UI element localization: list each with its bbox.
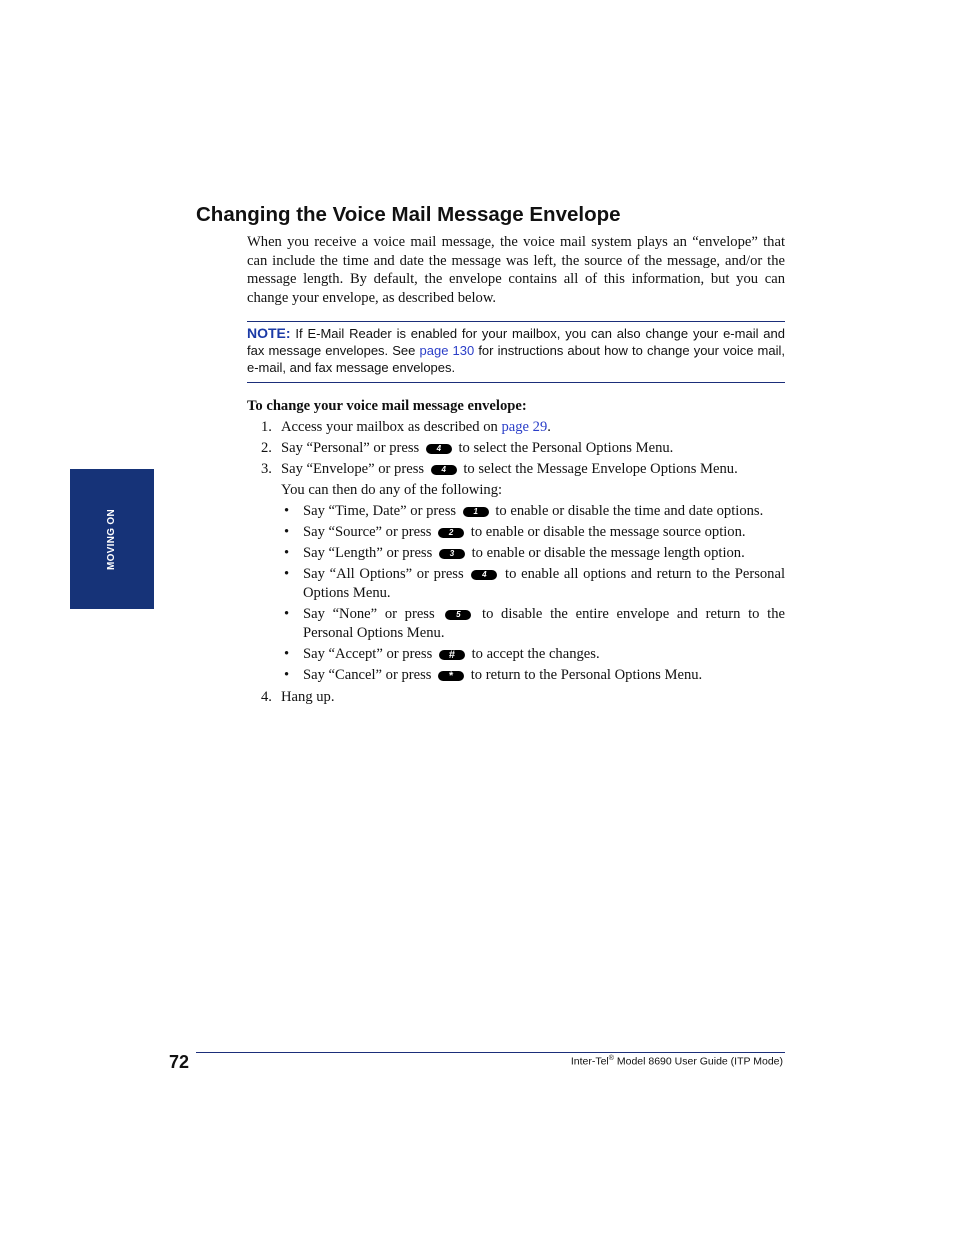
step-number: 3. [261, 461, 272, 478]
note-text-before: If E-Mail Reader is enabled for your mailbox, you can also change your e-mail and fax message envelopes. See [247, 326, 785, 359]
footer-divider [196, 1052, 785, 1053]
footer-brand: Inter-Tel [570, 1055, 609, 1068]
option-text: Say “All Options” or press [303, 566, 469, 583]
option-text: to enable or disable the time and date options. [491, 503, 764, 520]
step-text: Say “Envelope” or press [281, 461, 428, 478]
option-none [247, 605, 785, 643]
option-text: Say “Accept” or press [303, 646, 436, 663]
bullet-icon: • [284, 646, 290, 663]
step-number: 4. [261, 689, 272, 706]
options-list [247, 502, 785, 685]
step-text: to select the Personal Options Menu. [454, 440, 674, 457]
note-label: NOTE: [247, 325, 291, 342]
option-time-date [247, 502, 785, 521]
option-text: Say “Cancel” or press [303, 667, 436, 684]
note-text-after: for instructions about how to change your voice mail, e-mail, and fax message envelopes. [247, 343, 785, 376]
bullet-icon: • [284, 606, 290, 623]
intro-paragraph: When you receive a voice mail message, the voice mail system plays an “envelope” that can include the time and date the message was left, the source of the message, and/or the message length. By default, the envelope contains all of this information, but you can change your envelope, as described below. [247, 234, 785, 306]
bullet-icon: • [284, 524, 290, 541]
option-text: to accept the changes. [467, 646, 600, 663]
key-4-icon: 4 [426, 444, 452, 454]
key-4-icon: 4 [471, 570, 497, 580]
option-all-options [247, 565, 785, 603]
key-pound-icon: # [439, 650, 465, 660]
page-content [247, 233, 785, 707]
option-cancel [247, 666, 785, 685]
bullet-icon: • [284, 667, 290, 684]
footer-guide-title [571, 1055, 783, 1068]
step-number: 2. [261, 440, 272, 457]
step-text: to select the Message Envelope Options Menu. [459, 461, 738, 478]
page-title: Changing the Voice Mail Message Envelope [196, 203, 621, 226]
step-text: Hang up. [281, 689, 335, 706]
step-text: Say “Personal” or press [281, 440, 423, 457]
step-3 [247, 459, 785, 479]
note-box [247, 321, 785, 383]
option-length [247, 544, 785, 563]
option-text: Say “Length” or press [303, 545, 436, 562]
step-text: Access your mailbox as described on [281, 419, 502, 436]
option-text: to enable all options and return to the Personal Options Menu. [303, 566, 785, 602]
bullet-icon: • [284, 566, 290, 583]
option-text: to return to the Personal Options Menu. [467, 667, 703, 684]
option-text: Say “Source” or press [303, 524, 436, 541]
step-number: 1. [261, 419, 272, 436]
step-1 [247, 417, 785, 437]
key-3-icon: 3 [439, 549, 465, 559]
steps-list-continued [247, 687, 785, 707]
key-1-icon: 1 [463, 507, 489, 517]
bullet-icon: • [284, 545, 290, 562]
footer-guide: Model 8690 User Guide (ITP Mode) [613, 1055, 783, 1068]
key-4-icon: 4 [431, 465, 457, 475]
key-star-icon: * [438, 671, 464, 681]
bullet-icon: • [284, 503, 290, 520]
option-accept [247, 645, 785, 664]
registered-mark: ® [608, 1055, 614, 1062]
key-5-icon: 5 [445, 610, 471, 620]
steps-list [247, 417, 785, 479]
step-2 [247, 438, 785, 458]
note-page-link[interactable]: page 130 [419, 343, 475, 359]
key-2-icon: 2 [438, 528, 464, 538]
side-tab-label: MOVING ON [106, 508, 118, 570]
step-text: . [547, 419, 551, 436]
option-text: to disable the entire envelope and return to the Personal Options Menu. [303, 606, 785, 642]
procedure-title: To change your voice mail message envelope: [247, 398, 527, 415]
option-text: to enable or disable the message source option. [467, 524, 746, 541]
option-text: to enable or disable the message length option. [467, 545, 745, 562]
option-text: Say “Time, Date” or press [303, 503, 460, 520]
option-text: Say “None” or press [303, 606, 443, 623]
step-page-link[interactable]: page 29 [501, 419, 548, 436]
page-number: 72 [169, 1052, 190, 1072]
section-side-tab [70, 469, 154, 609]
option-source [247, 523, 785, 542]
step-4 [247, 687, 785, 707]
step-3-subtext: You can then do any of the following: [281, 482, 503, 499]
